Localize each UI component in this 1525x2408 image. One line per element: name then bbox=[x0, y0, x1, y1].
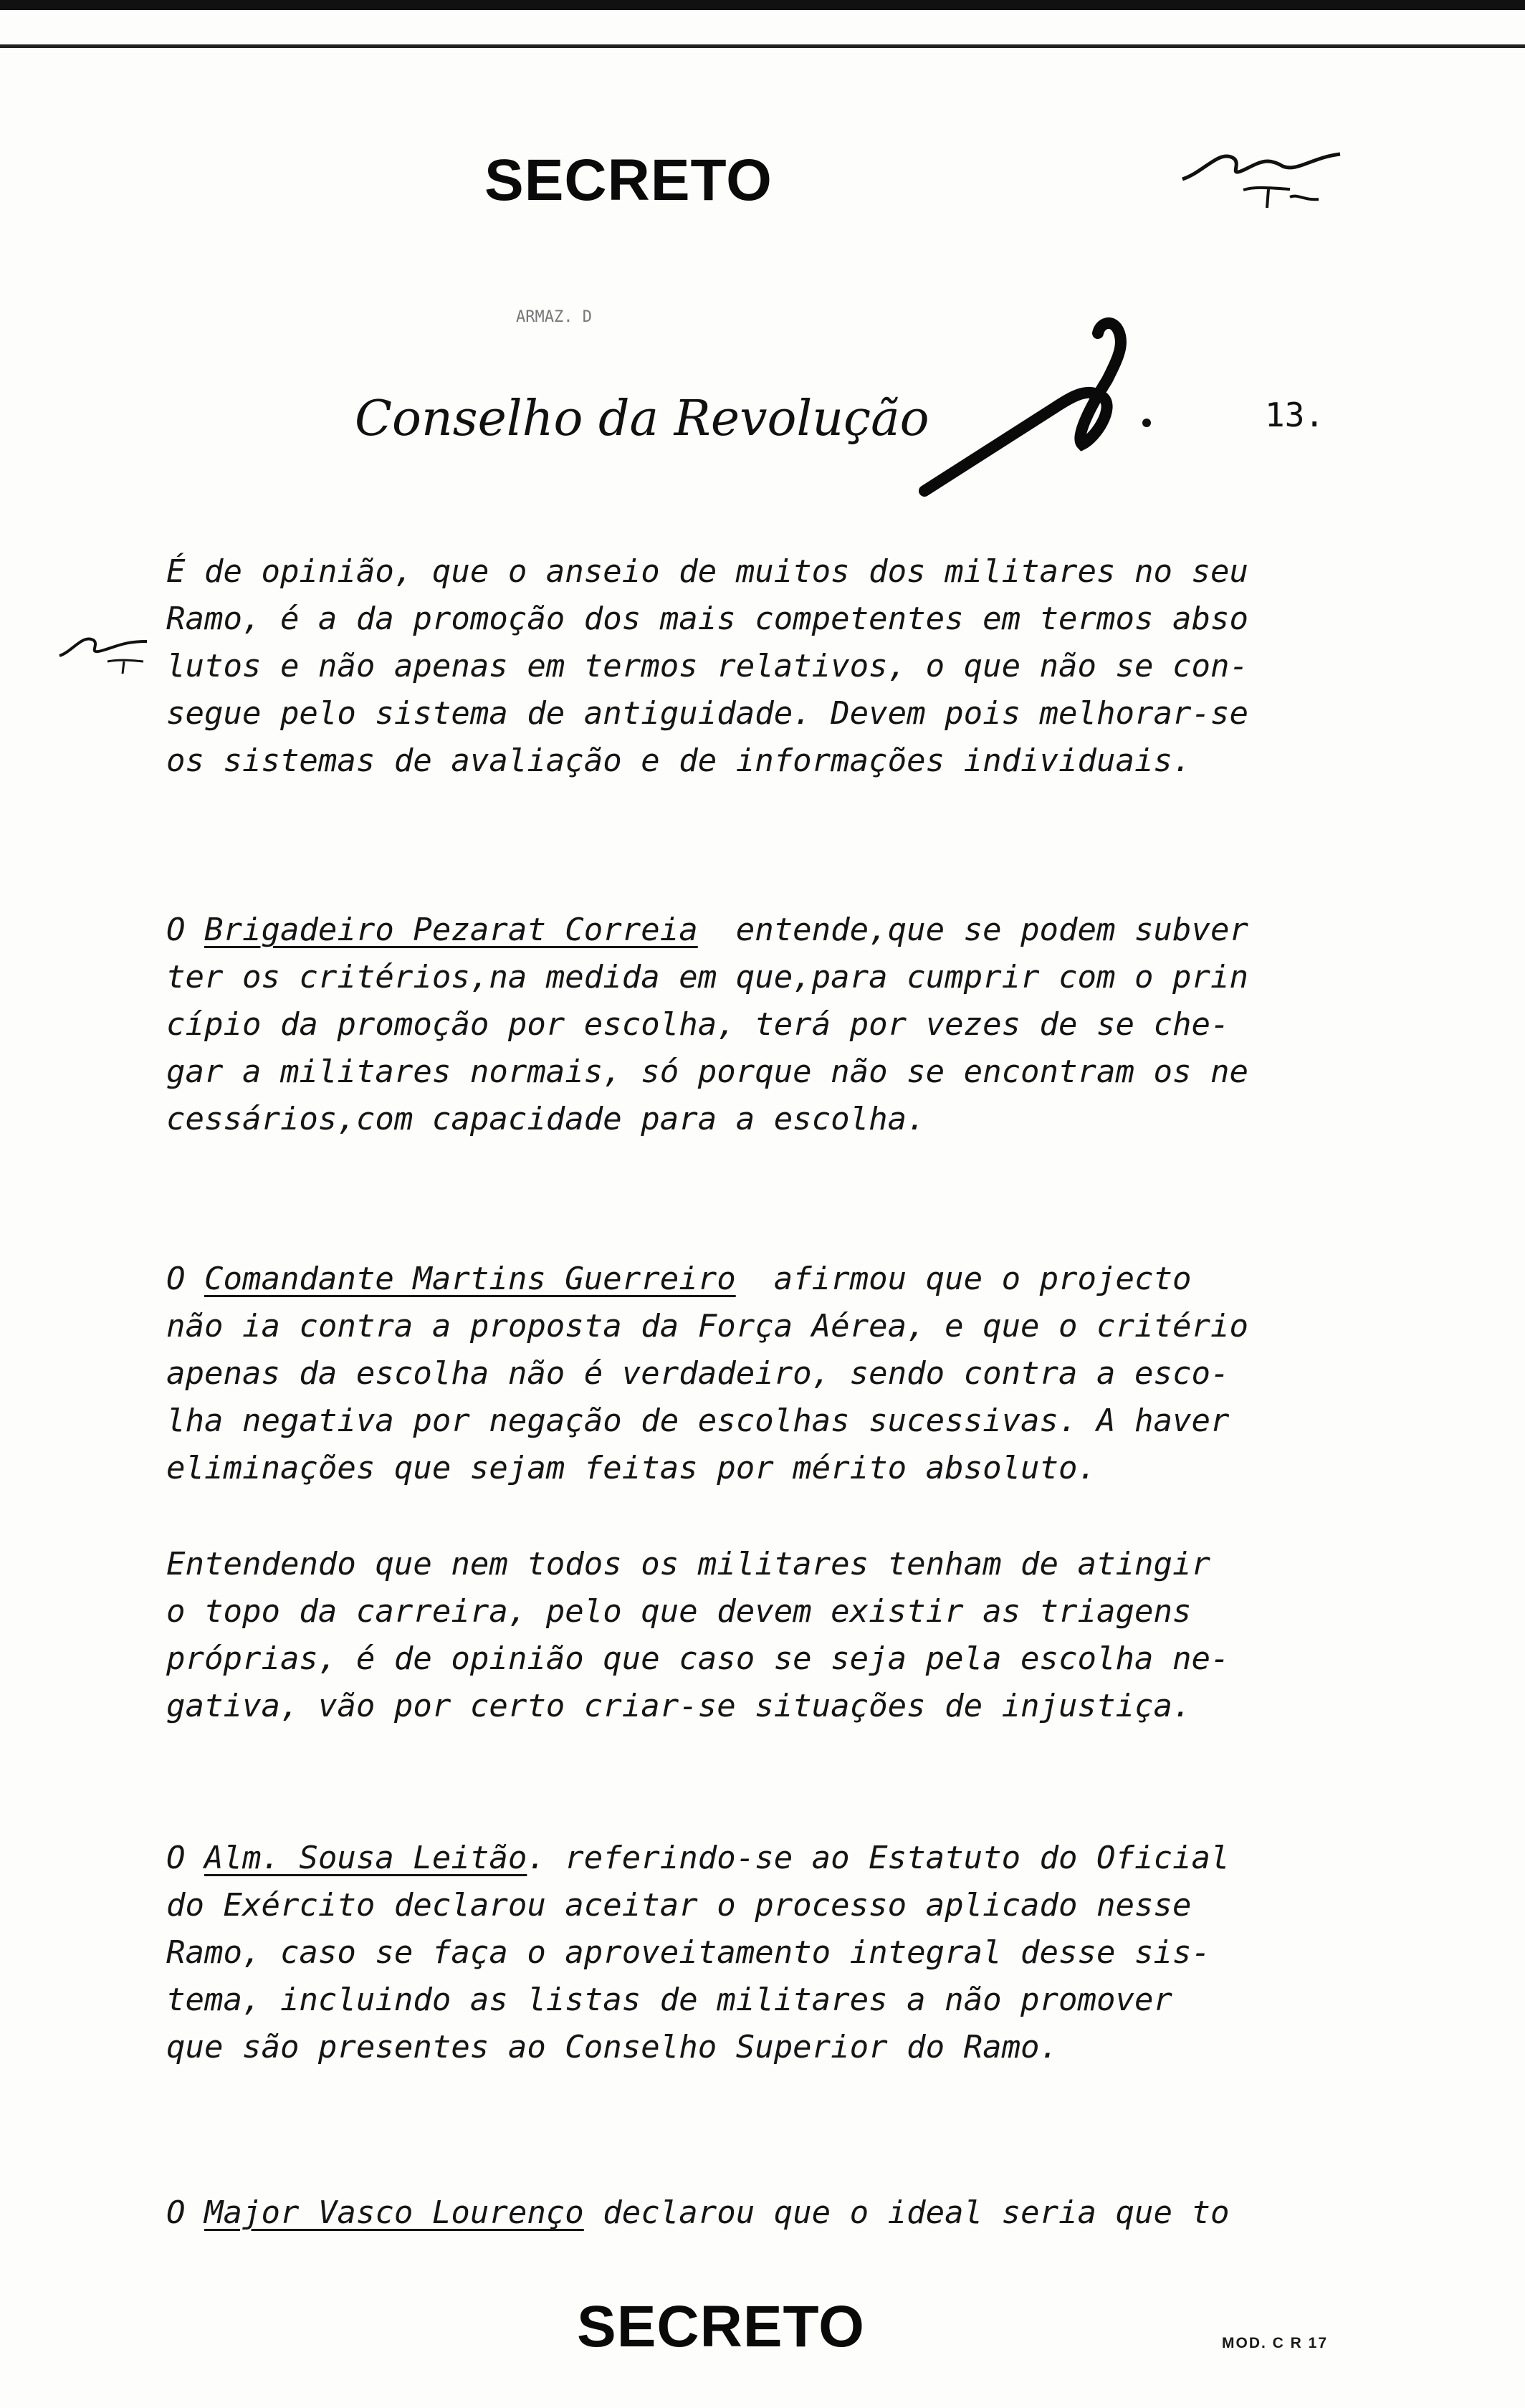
scan-edge bbox=[0, 0, 1525, 10]
paragraph-1 bbox=[166, 548, 1306, 785]
text-line: o topo da carreira, pelo que devem existir as triagens bbox=[166, 1593, 1192, 1630]
text-line: Ramo, caso se faça o aproveitamento integral desse sis- bbox=[166, 1934, 1210, 1971]
text-line: apenas da escolha não é verdadeiro, sendo contra a esco- bbox=[166, 1355, 1230, 1392]
text-line: O Comandante Martins Guerreiro afirmou que o projecto bbox=[166, 1261, 1192, 1297]
paragraph-6 bbox=[166, 2189, 1306, 2237]
text-line: lutos e não apenas em termos relativos, o que não se con- bbox=[166, 648, 1248, 684]
paragraph-5 bbox=[166, 1835, 1306, 2071]
text-line: O Major Vasco Lourenço declarou que o ideal seria que to bbox=[166, 2194, 1230, 2231]
text-line: cípio da promoção por escolha, terá por vezes de se che- bbox=[166, 1006, 1230, 1043]
text-line: ter os critérios,na medida em que,para cumprir com o prin bbox=[166, 959, 1248, 995]
text-line: gar a militares normais, só porque não se encontram os ne bbox=[166, 1054, 1248, 1090]
text-line: Entendendo que nem todos os militares tenham de atingir bbox=[166, 1546, 1210, 1582]
paragraph-3 bbox=[166, 1256, 1306, 1492]
classification-footer: SECRETO bbox=[577, 2294, 865, 2359]
text-line: Ramo, é a da promoção dos mais competentes em termos abso bbox=[166, 601, 1248, 637]
speaker-name: Brigadeiro Pezarat Correia bbox=[204, 912, 698, 948]
text-line: do Exército declarou aceitar o processo aplicado nesse bbox=[166, 1887, 1192, 1924]
text-line: O Alm. Sousa Leitão. referindo-se ao Estatuto do Oficial bbox=[166, 1840, 1230, 1876]
text-line: os sistemas de avaliação e de informações individuais. bbox=[166, 742, 1192, 779]
text-line: próprias, é de opinião que caso se seja pela escolha ne- bbox=[166, 1640, 1230, 1677]
form-code: MOD. C R 17 bbox=[1222, 2335, 1329, 2351]
paragraph-4 bbox=[166, 1541, 1306, 1730]
text-line: cessários,com capacidade para a escolha. bbox=[166, 1101, 926, 1137]
speaker-name: Comandante Martins Guerreiro bbox=[204, 1261, 736, 1297]
text-line: eliminações que sejam feitas por mérito absoluto. bbox=[166, 1450, 1097, 1486]
faded-stamp: ARMAZ. D bbox=[516, 308, 592, 326]
text-line: segue pelo sistema de antiguidade. Devem pois melhorar-se bbox=[166, 695, 1248, 732]
header-rule bbox=[0, 44, 1525, 48]
paragraph-2 bbox=[166, 907, 1306, 1143]
text-line: lha negativa por negação de escolhas sucessivas. A haver bbox=[166, 1403, 1230, 1439]
text-line: tema, incluindo as listas de militares a não promover bbox=[166, 1982, 1172, 2018]
initials-icon bbox=[54, 620, 161, 677]
text-line: que são presentes ao Conselho Superior do Ramo. bbox=[166, 2029, 1059, 2065]
text-line: O Brigadeiro Pezarat Correia entende,que se podem subver bbox=[166, 912, 1248, 948]
speaker-name: Alm. Sousa Leitão bbox=[204, 1840, 527, 1876]
classification-header: SECRETO bbox=[484, 148, 773, 213]
text-line: É de opinião, que o anseio de muitos dos militares no seu bbox=[166, 553, 1248, 590]
initials-icon bbox=[1175, 129, 1354, 215]
speaker-name: Major Vasco Lourenço bbox=[204, 2194, 584, 2231]
signature-icon bbox=[910, 301, 1168, 509]
text-line: gativa, vão por certo criar-se situações de injustiça. bbox=[166, 1688, 1192, 1724]
text-line: não ia contra a proposta da Força Aérea, e que o critério bbox=[166, 1308, 1248, 1344]
council-name: Conselho da Revolução bbox=[355, 391, 929, 447]
page-number: 13. bbox=[1265, 396, 1325, 434]
